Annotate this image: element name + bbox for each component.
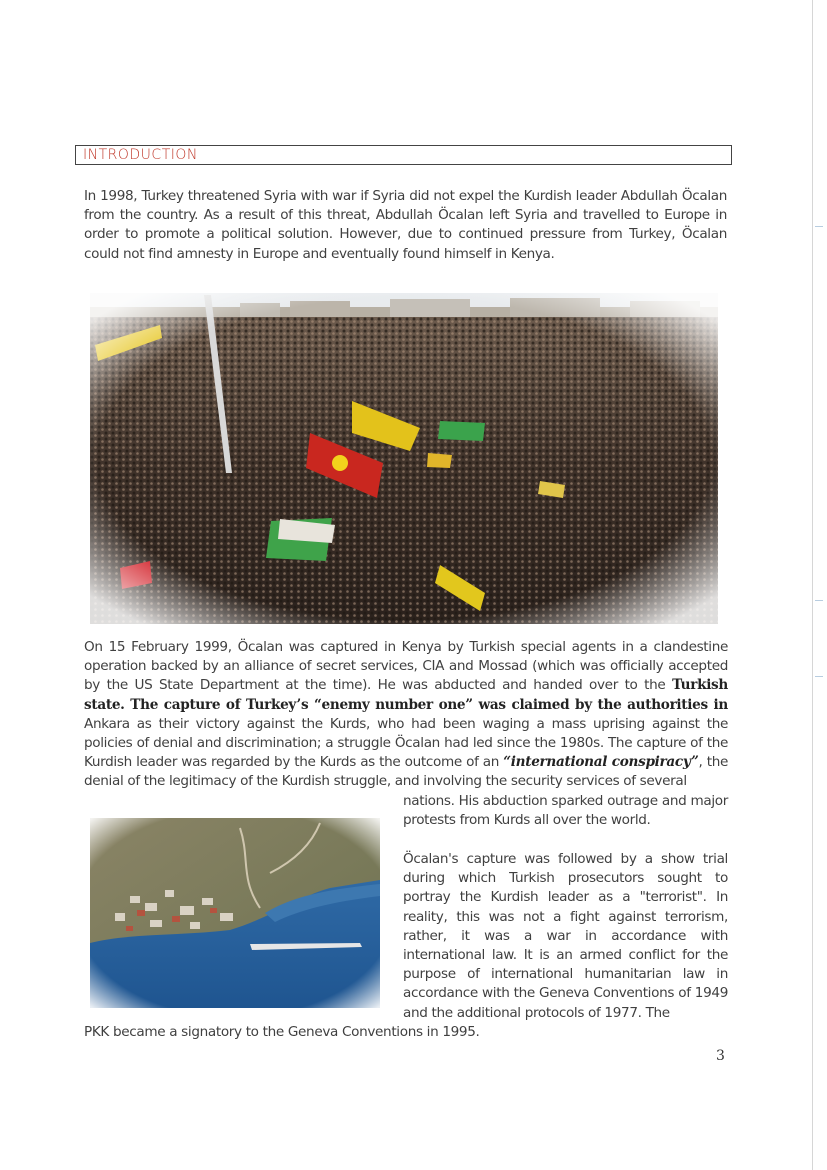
trial-last-line (84, 1023, 604, 1042)
crowd-photo (90, 293, 718, 624)
capture-tail-text: nations. His abduction sparked outrage and major protests from Kurds all over the world. (403, 793, 728, 829)
trial-last-text: PKK became a signatory to the Geneva Conventions in 1995. (84, 1024, 480, 1040)
intro-paragraph (84, 187, 727, 264)
section-header (75, 145, 732, 165)
capture-paragraph (84, 638, 728, 792)
capture-paragraph-tail (403, 792, 728, 830)
intro-text: In 1998, Turkey threatened Syria with war if Syria did not expel the Kurdish leader Abdullah Öcalan from the country. As a result of this threat, Abdullah Öcalan left Syria and travelled to Europe in order to promote a political solution. However, due to continued pressure from Turkey, Öcalan could not find amnesty in Europe and eventually found himself in Kenya. (84, 188, 727, 262)
edge-mark (815, 600, 823, 601)
section-title: INTRODUCTION (83, 147, 198, 163)
aerial-photo (90, 818, 380, 1008)
capture-text-b: Ankara as their victory against the Kurds, who had been waging a mass uprising against the policies of denial and discrimination; a struggle Öcalan had led since the 1980s. The capture of the Kurdish leader was regarded by the Kurds as the outcome of an (84, 715, 728, 771)
capture-text-a: On 15 February 1999, Öcalan was captured in Kenya by Turkish special agents in a clandestine operation backed by an alliance of secret services, CIA and Mossad (which was officially accepted by the US State Department at the time). He was abducted and handed over to the (84, 639, 728, 694)
edge-mark (815, 226, 823, 227)
page-edge (812, 0, 813, 1170)
edge-mark (815, 676, 823, 677)
trial-text: Öcalan's capture was followed by a show trial during which Turkish prosecutors sought to portray the Kurdish leader as a "terrorist". In reality, this was not a fight against terrorism, rather, it was a war in accordance with international law. It is an armed conflict for the purpose of international humanitarian law in accordance with the Geneva Conventions of 1949 and the additional protocols of 1977. The (403, 851, 728, 1021)
capture-text-italic: “international conspiracy” (503, 754, 699, 771)
page-number: 3 (716, 1048, 725, 1064)
capture-text-bold: Turkish state. The capture of Turkey’s “enemy number one” was claimed by the authorities in (84, 677, 728, 713)
crowd-photo-image (90, 293, 718, 624)
trial-paragraph (403, 850, 728, 1023)
capture-text-c: , the denial of the legitimacy of the Kurdish struggle, and involving the security services of several (84, 754, 728, 790)
aerial-photo-image (90, 818, 380, 1008)
